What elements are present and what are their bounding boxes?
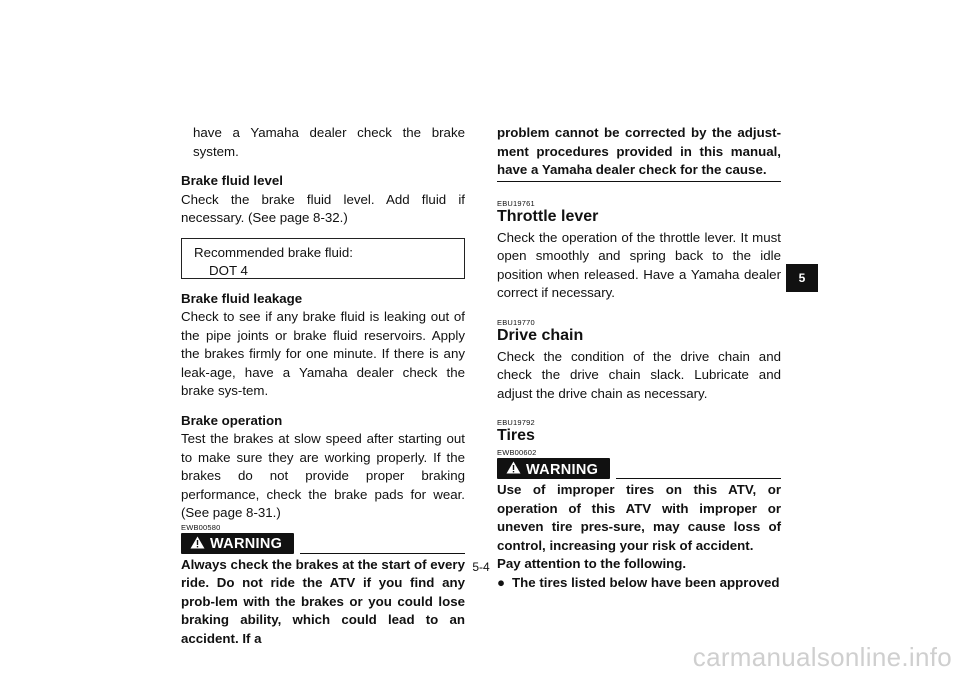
brake-fluid-level-heading: Brake fluid level	[181, 173, 283, 188]
warning-badge	[181, 533, 294, 554]
warning-triangle-icon	[506, 461, 521, 478]
warning-label: WARNING	[210, 536, 283, 552]
tires-warning-divider	[616, 478, 781, 479]
page-number: 5-4	[472, 560, 490, 574]
throttle-lever-heading: Throttle lever	[497, 207, 599, 225]
warning-code: EWB00580	[181, 522, 221, 532]
brake-operation-text: Test the brakes at slow speed after starting out to make sure they are working properly. If the brakes do not provide proper braking performance, check the brake pads for wear. (See page 8-31.)	[181, 431, 465, 520]
continuation-text: have a Yamaha dealer check the brake system.	[193, 125, 465, 159]
drive-chain-heading: Drive chain	[497, 326, 584, 344]
tires-code: EBU19792	[497, 418, 535, 427]
throttle-lever-text: Check the operation of the throttle lever. It must open smoothly and spring back to the idle position when released. Have a Yamaha dealer correct if necessary.	[497, 229, 781, 300]
warning-divider	[300, 553, 465, 554]
warning-continuation-text: problem cannot be corrected by the adjust-ment procedures provided in this manual, have a Yamaha dealer check for the cause.	[497, 125, 781, 177]
drive-chain-text: Check the condition of the drive chain and check the drive chain slack. Lubricate and adjust the drive chain as necessary.	[497, 348, 781, 401]
chapter-tab: 5	[786, 264, 818, 292]
tires-warning-code: EWB00602	[497, 448, 537, 457]
bullet-icon: ●	[497, 574, 506, 590]
right-column	[497, 124, 781, 592]
tires-warning-header	[497, 458, 781, 479]
warning-text: Always check the brakes at the start of every ride. Do not ride the ATV if you find any prob-lem with the brakes or you could lose braking ability, which could lead to an accident. If a	[181, 556, 465, 646]
brake-operation-heading: Brake operation	[181, 412, 283, 428]
brake-fluid-level-text: Check the brake fluid level. Add fluid if necessary. (See page 8-32.)	[181, 191, 465, 225]
left-column	[181, 124, 465, 648]
recommended-fluid-label: Recommended brake fluid:	[194, 244, 353, 260]
tires-warning-label: WARNING	[526, 461, 599, 478]
tires-warning-badge	[497, 458, 610, 479]
watermark: carmanualsonline.info	[692, 642, 952, 672]
tires-heading: Tires	[497, 427, 535, 444]
drive-chain-code: EBU19770	[497, 317, 535, 327]
tires-warning-text: Use of improper tires on this ATV, or operation of this ATV with improper or uneven tire pres-sure, may cause loss of control, increasing your risk of accident.	[497, 482, 781, 553]
brake-fluid-leakage-heading: Brake fluid leakage	[181, 290, 303, 306]
tires-bullet-1	[497, 574, 781, 593]
recommended-fluid-box	[181, 238, 465, 279]
tires-attention-text: Pay attention to the following.	[497, 556, 687, 571]
brake-fluid-leakage-text: Check to see if any brake fluid is leaking out of the pipe joints or brake fluid reservoirs. Apply the brakes firmly for one minute. If there is any leak-age, have a Yamaha dealer check the brake sys-tem.	[181, 309, 465, 398]
throttle-code: EBU19761	[497, 198, 535, 208]
recommended-fluid-value: DOT 4	[209, 263, 248, 278]
tires-bullet-1-text: The tires listed below have been approved	[512, 574, 780, 590]
warning-header	[181, 533, 465, 554]
warning-triangle-icon	[190, 536, 205, 553]
